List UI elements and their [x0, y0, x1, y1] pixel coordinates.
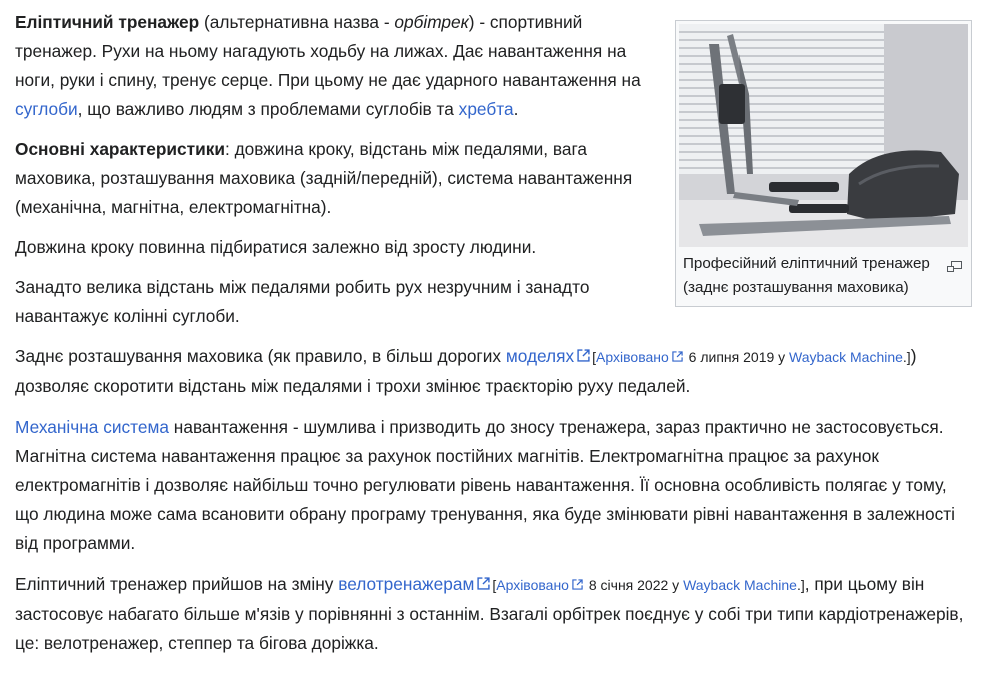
link-wayback-machine[interactable]: Wayback Machine — [789, 349, 903, 365]
text-segment: Заднє розташування маховика (як правило, в більш дорогих — [15, 346, 506, 366]
elliptical-trainer-image[interactable] — [679, 24, 968, 247]
paragraph-history — [15, 570, 972, 658]
link-archived-models[interactable]: Архівовано — [596, 349, 669, 365]
figure-thumbnail — [675, 20, 972, 307]
link-models[interactable]: моделях — [505, 346, 575, 366]
link-exercise-bikes[interactable]: велотренажерам — [338, 574, 475, 594]
enlarge-icon[interactable] — [947, 257, 962, 269]
text-segment: . — [513, 99, 519, 119]
archive-date: 6 липня 2019 у — [684, 349, 790, 365]
bracket: .] — [902, 349, 911, 365]
text-segment: ) дозволяє скоротити відстань між педалями і трохи змінює траєкторію руху педалей. — [15, 346, 917, 396]
elliptical-trainer-illustration — [679, 24, 968, 247]
figure-caption-text: Професійний еліптичний тренажер (заднє розташування маховика) — [683, 255, 930, 296]
term-main-characteristics: Основні характеристики — [15, 139, 225, 159]
link-spine[interactable]: хребта — [458, 99, 514, 119]
external-link-icon — [572, 579, 583, 590]
text-segment: навантаження - шумлива і призводить до зносу тренажера, зараз практично не застосовується. Магнітна система навантаження працює за рахунок постійних магнітів. Електромагнітна працює за рахунок електромагнітів і дозволяє найбільш точно регулювати рівень навантаження. Її основна особливість полягає у тому, що людина може сама всановити обрану програму тренування, яка буде змінювати рівні навантаження в залежності від программи. — [15, 417, 956, 553]
text-segment: , при цьому він застосовує набагато більше м'язів у порівнянні з останнім. Взагалі орбітрек поєднує у собі три типи кардіотренажерів, це: велотренажер, степпер та бігова доріжка. — [15, 574, 964, 653]
external-link-icon — [672, 351, 683, 362]
text-segment: ) - спортивний тренажер. Рухи на ньому нагадують ходьбу на лижах. Дає навантаження на ноги, руки і спину, тренує серце. При цьому не дає ударного навантаження на — [15, 12, 641, 90]
external-link-icon — [577, 349, 590, 362]
text-segment: Еліптичний тренажер прийшов на зміну — [15, 574, 339, 594]
text-segment: Довжина кроку повинна підбиратися залежно від зросту людини. — [15, 237, 537, 257]
bracket: [ — [492, 577, 497, 593]
bracket: [ — [592, 349, 597, 365]
alt-name: орбітрек — [394, 12, 469, 32]
archive-note — [492, 577, 804, 593]
text-segment: Занадто велика відстань між педалями робить рух незручним і занадто навантажує колінні суглоби. — [15, 277, 590, 326]
link-mechanical-system[interactable]: Механічна система — [15, 417, 169, 437]
paragraph-flywheel — [15, 342, 972, 401]
text-segment: : довжина кроку, відстань між педалями, вага маховика, розташування маховика (задній/передній), система навантаження (механічна, магнітна, електромагнітна). — [15, 139, 633, 217]
link-joints[interactable]: суглоби — [15, 99, 78, 119]
term-elliptical-trainer: Еліптичний тренажер — [15, 12, 200, 32]
link-archived-bikes[interactable]: Архівовано — [496, 577, 569, 593]
archive-note — [592, 349, 911, 365]
external-link-icon — [477, 577, 490, 590]
archive-date: 8 січня 2022 у — [584, 577, 684, 593]
bracket: .] — [796, 577, 805, 593]
text-segment: (альтернативна назва - — [199, 12, 395, 32]
paragraph-load-systems — [15, 413, 972, 558]
link-wayback-machine[interactable]: Wayback Machine — [683, 577, 797, 593]
figure-caption — [679, 247, 968, 300]
text-segment: , що важливо людям з проблемами суглобів та — [77, 99, 459, 119]
